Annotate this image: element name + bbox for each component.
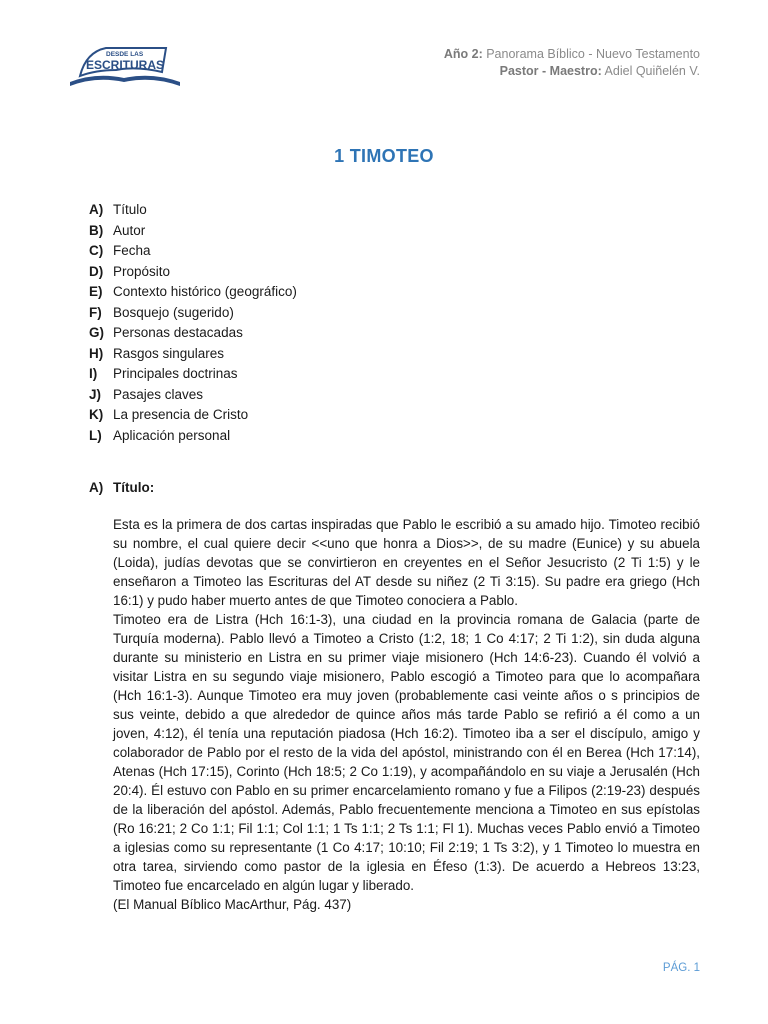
section-title: Título: — [113, 480, 155, 495]
page-number: PÁG. 1 — [662, 962, 700, 974]
open-book-icon — [66, 42, 184, 90]
course-line — [444, 46, 700, 63]
outline-label: Propósito — [113, 263, 171, 279]
outline-label: Fecha — [113, 243, 151, 258]
paragraph: Timoteo era de Listra (Hch 16:1-3), una ciudad en la provincia romana de Galacia (parte de Turquía moderna). Pablo llevó a Timoteo a Cristo (1:2, 18; 1 Co 4:17; 2 Ti 1:2), sin duda alguna durante su ministerio en Listra en su primer viaje misionero (Hch 14:6-23). Cuando él volvió a visitar Listra en su segundo viaje misionero, Pablo escogió a Timoteo para que lo acompañara (Hch 16:1-3). Aunque Timoteo era muy joven (probablemente casi veinte años o s principios de sus veinte, debido a que alrededor de quince años más tarde Pablo se refirió a él como a un joven, 4:12), él tenía una reputación piadosa (Hch 16:2). Timoteo iba a ser el discípulo, amigo y colaborador de Pablo por el resto de la vida del apóstol, ministrando con él en Berea (Hch 17:14), Atenas (Hch 17:15), Corinto (Hch 18:5; 2 Co 1:19), y acompañándolo en su viaje a Jerusalén (Hch 20:4). Él estuvo con Pablo en su primer encarcelamiento romano y fue a Filipos (2:19-23) después de la liberación del apóstol. Además, Pablo frecuentemente menciona a Timoteo en sus epístolas (Ro 16:21; 2 Co 1:1; Fil 1:1; Col 1:1; 1 Ts 1:1; 2 Ts 1:1; Fl 1). Muchas veces Pablo envió a Timoteo a iglesias como su representante (1 Co 4:17; 10:10; Fil 2:19; 1 Ts 3:2), y 1 Timoteo lo muestra en otra tarea, sirviendo como pastor de la iglesia en Éfeso (1:3). De acuerdo a Hebreos 13:23, Timoteo fue encarcelado en algún lugar y liberado. — [113, 612, 700, 893]
outline-item — [89, 303, 297, 324]
outline-key: L) — [89, 427, 102, 443]
logo-line2: ESCRITURAS — [86, 58, 165, 72]
outline-key: H) — [89, 345, 104, 361]
outline-label: Autor — [113, 222, 146, 238]
outline-item — [89, 323, 297, 344]
outline-key: K) — [89, 407, 104, 422]
outline-key: J) — [89, 386, 102, 402]
outline-item — [89, 200, 297, 221]
outline-item — [89, 344, 297, 365]
outline-label: Rasgos singulares — [113, 345, 225, 361]
outline-label: Principales doctrinas — [113, 366, 238, 381]
outline-label: Título — [113, 202, 147, 217]
outline-key: C) — [89, 243, 104, 258]
outline-label: Personas destacadas — [113, 325, 243, 340]
outline-key: I) — [89, 366, 98, 381]
course-label: Año 2: — [443, 47, 483, 61]
course-value: Panorama Bíblico - Nuevo Testamento — [486, 47, 700, 61]
outline-item — [89, 426, 297, 447]
outline-key: B) — [89, 222, 104, 238]
outline-item — [89, 364, 297, 385]
outline-item — [89, 241, 297, 262]
outline-item — [89, 282, 297, 303]
teacher-line — [444, 63, 700, 80]
section-body — [113, 515, 700, 914]
document-header — [444, 46, 700, 80]
page-title: 1 TIMOTEO — [334, 146, 434, 166]
outline-key: D) — [89, 263, 104, 279]
outline-label: Pasajes claves — [113, 386, 204, 402]
logo-line1: DESDE LAS — [106, 51, 144, 58]
section-key: A) — [89, 480, 104, 495]
outline-item — [89, 262, 297, 283]
outline-key: A) — [89, 202, 104, 217]
outline-key: G) — [89, 325, 104, 340]
citation: (El Manual Bíblico MacArthur, Pág. 437) — [113, 897, 352, 912]
teacher-label: Pastor - Maestro: — [499, 64, 602, 78]
outline-label: Bosquejo (sugerido) — [113, 304, 234, 320]
section-heading — [89, 480, 154, 495]
outline-key: E) — [89, 284, 103, 299]
outline-label: Aplicación personal — [113, 427, 231, 443]
teacher-value: Adiel Quiñelén V. — [604, 64, 700, 78]
outline-label: La presencia de Cristo — [113, 407, 249, 422]
outline-list — [89, 200, 297, 446]
outline-label: Contexto histórico (geográfico) — [113, 284, 297, 299]
paragraph: Esta es la primera de dos cartas inspiradas que Pablo le escribió a su amado hijo. Timoteo recibió su nombre, el cual quiere decir <<uno que honra a Dios>>, de su madre (Eunice) y su abuela (Loida), judías devotas que se convirtieron en creyentes en el Señor Jesucristo (2 Ti 1:5) y le enseñaron a Timoteo las Escrituras del AT desde su niñez (2 Ti 3:15). Su padre era griego (Hch 16:1) y pudo haber muerto antes de que Timoteo conociera a Pablo. — [113, 517, 700, 608]
outline-item — [89, 221, 297, 242]
outline-item — [89, 385, 297, 406]
logo — [66, 42, 184, 90]
outline-item — [89, 405, 297, 426]
outline-key: F) — [89, 304, 102, 320]
